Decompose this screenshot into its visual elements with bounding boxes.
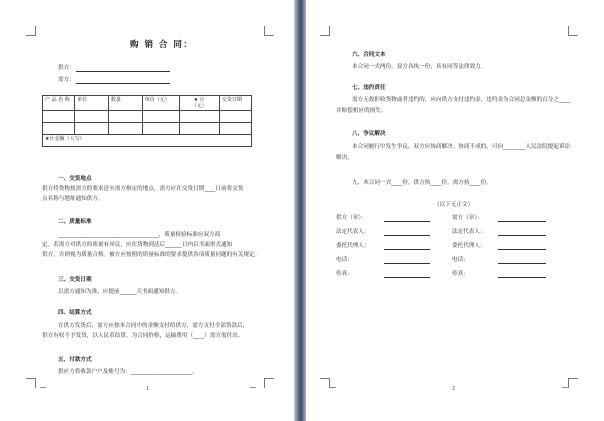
sign-field-line[interactable] [498, 221, 546, 222]
table-cell[interactable] [108, 111, 142, 123]
sign-field-line[interactable] [384, 221, 430, 222]
section-1-text: 供方将货物按需方的要求送至需方指定的地点，需方应在交货日期____日前将交货 [42, 186, 244, 192]
table-cell[interactable] [75, 123, 109, 135]
table-header-cell: 数量 [108, 96, 142, 111]
table-cell[interactable] [179, 123, 219, 135]
table-header-row [43, 96, 252, 111]
crop-mark [320, 378, 330, 388]
supplier-field-line[interactable] [76, 71, 170, 72]
sign-right-label: 法定代表人： [452, 229, 486, 235]
buyer-field-line[interactable] [76, 83, 170, 84]
table-cell[interactable] [142, 111, 179, 123]
page-number: 2 [452, 386, 456, 392]
sign-left-label: 传真： [336, 271, 353, 277]
section-1-title: 一、交货地点 [58, 176, 92, 182]
section-2-text: 定。若需方对供方的质量有异议，应在货物到达后______日内以书面形式通知 [42, 242, 233, 248]
table-header-text: ★ 计 [193, 97, 205, 103]
sign-left-label: 电话： [336, 257, 353, 263]
crop-mark [26, 378, 36, 388]
section-4-text: 在供方发货后，需方应按本合同中的金额支付给供方，需方支付全部货款后， [58, 323, 249, 329]
contract-title: 购 销 合 同： [130, 40, 194, 50]
table-header-cell: 交货日期 [219, 96, 251, 111]
section-5-title: 五、付款方式 [58, 357, 92, 363]
sign-field-line[interactable] [384, 277, 430, 278]
section-5-text: 供应方将收款户户及账号为：______________________。 [58, 369, 198, 375]
crop-mark [568, 378, 578, 388]
table-header-cell: 产 品 名 称 [43, 96, 75, 111]
document-page-1 [0, 0, 294, 421]
sign-field-line[interactable] [384, 249, 430, 250]
table-cell[interactable] [43, 111, 75, 123]
table-row [43, 123, 252, 135]
section-8-text: 解决。 [336, 155, 353, 161]
table-cell[interactable] [219, 111, 251, 123]
table-cell[interactable] [43, 123, 75, 135]
section-7-title: 七、违约责任 [352, 85, 386, 91]
sign-field-line[interactable] [498, 263, 546, 264]
sign-field-line[interactable] [498, 249, 546, 250]
section-9-text: 九、本合同一式____份，供方执____份，需方执____份。 [352, 180, 492, 186]
section-6-text: 本合同一式两份，双方各执一份，具有同等法律效力。 [352, 64, 487, 70]
table-cell[interactable] [142, 123, 179, 135]
table-header-sub: （元） [191, 103, 207, 109]
footer-mark [40, 387, 46, 388]
page-number: 1 [146, 386, 150, 392]
section-4-title: 四、结算方式 [58, 310, 92, 316]
sign-left-label: 委托代理人： [336, 243, 370, 249]
sign-field-line[interactable] [384, 235, 430, 236]
crop-mark [264, 378, 274, 388]
footer-mark [330, 387, 336, 388]
sign-field-line[interactable] [498, 277, 546, 278]
table-cell[interactable] [219, 123, 251, 135]
crop-mark [568, 26, 578, 36]
sign-right-label: 需方（章）： [452, 215, 483, 221]
table-header-cell [179, 96, 219, 111]
section-2-text: 供方，否则视为质量合格。被方应按照的质量标准的要求提供各项质量问题的有关规定。 [42, 252, 261, 258]
sign-left-label: 法定代表人： [336, 229, 370, 235]
crop-mark [26, 26, 36, 36]
section-8-text: 本合同履行中发生争议，双方应协商解决；协商不成的，可向________人民法院提起诉讼 [352, 144, 571, 150]
footer-mark [562, 387, 568, 388]
table-total-cell: ★计金额（大写） [43, 135, 252, 147]
buyer-label: 需方： [58, 77, 75, 83]
table-total-row [43, 135, 252, 147]
signature-heading: （以下无正文） [434, 202, 474, 208]
supplier-label: 供方： [58, 65, 75, 71]
page-gutter [294, 0, 306, 421]
section-8-title: 八、争议解决 [352, 131, 386, 137]
sign-left-label: 供方（章）： [336, 215, 367, 221]
table-header-cell: 单位 [75, 96, 109, 111]
section-1-text: 点名称与地址通知供方。 [42, 196, 104, 202]
section-7-text: 并赔偿相应的损失。 [336, 108, 387, 114]
crop-mark [264, 26, 274, 36]
section-2-text: ____________________________________，质量检验标准应双方商 [58, 232, 221, 238]
table-cell[interactable] [108, 123, 142, 135]
section-6-title: 六、合同文本 [352, 52, 386, 58]
sign-right-label: 电话： [452, 257, 469, 263]
table-cell[interactable] [75, 111, 109, 123]
goods-table [42, 95, 252, 147]
crop-mark [320, 26, 330, 36]
section-4-text: 供方有权不予发货，以人民币结算。为合同价格，运输费用（____）需方需付出。 [42, 333, 244, 339]
sign-field-line[interactable] [384, 263, 430, 264]
section-7-text: 需方无故拒收货物或者违约的，应向供方支付违约金，违约金为合同总金额的百分之____ [352, 97, 571, 103]
section-3-text: 以需方通知为准，应提前______天书面通知供方。 [58, 289, 182, 295]
section-3-title: 三、交货日期 [58, 277, 92, 283]
table-header-cell: 单价（元） [142, 96, 179, 111]
sign-field-line[interactable] [498, 235, 546, 236]
sign-right-label: 委托代理人： [452, 243, 486, 249]
section-2-title: 二、质量标准 [58, 219, 92, 225]
table-cell[interactable] [179, 111, 219, 123]
footer-mark [250, 387, 256, 388]
table-row [43, 111, 252, 123]
document-page-2 [306, 0, 604, 421]
sign-right-label: 传真： [452, 271, 469, 277]
